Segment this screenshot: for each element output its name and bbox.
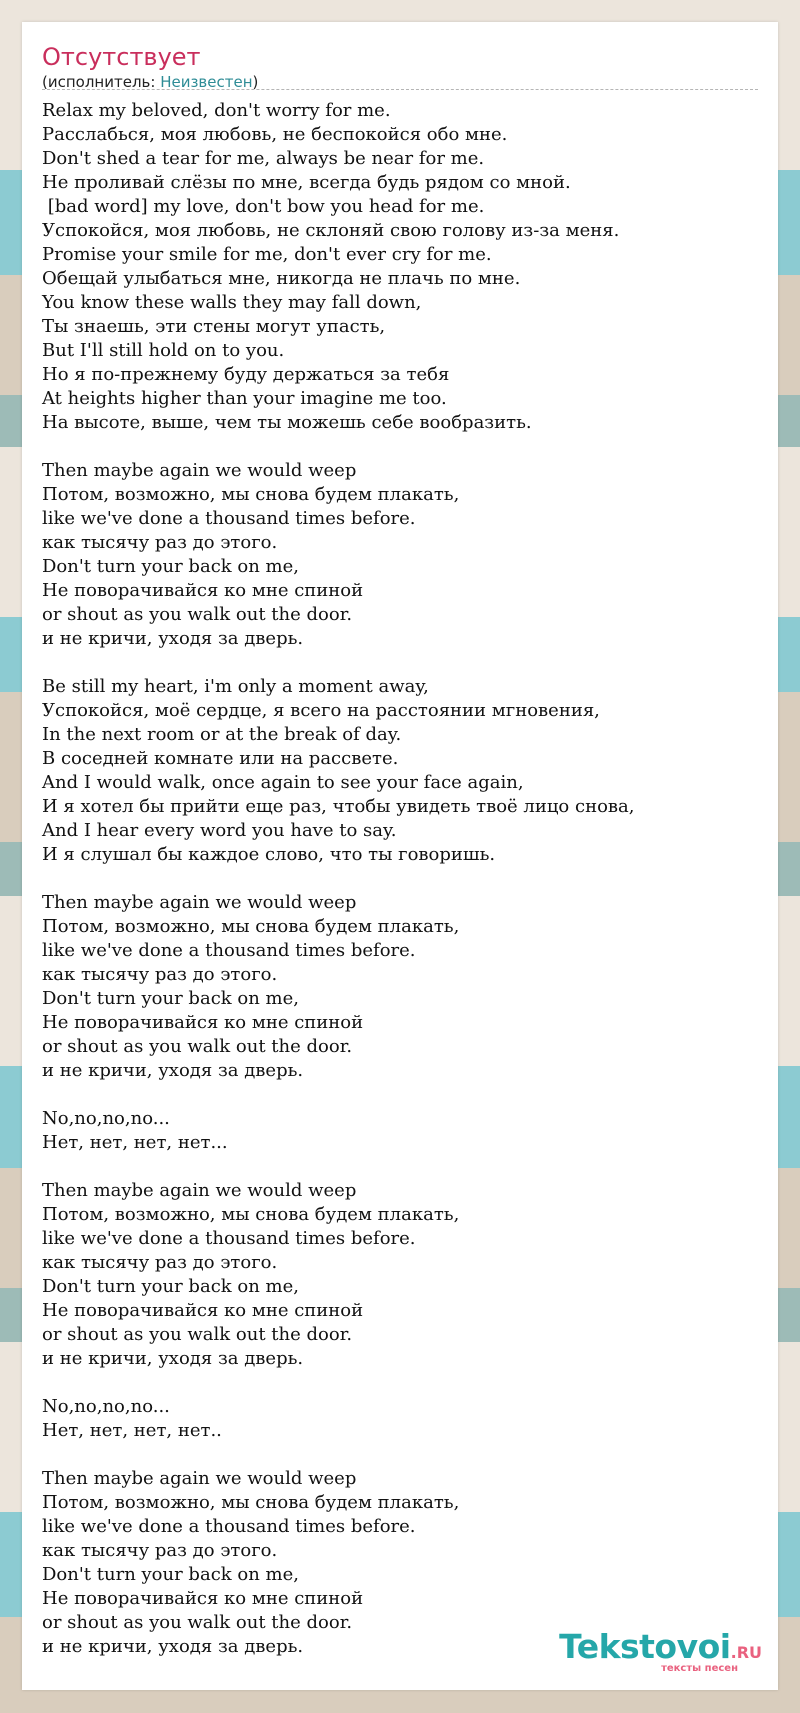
lyric-line: как тысячу раз до этого. (42, 1252, 278, 1273)
lyric-line: И я слушал бы каждое слово, что ты говоришь. (42, 844, 496, 865)
lyric-line: В соседней комнате или на рассвете. (42, 748, 399, 769)
lyric-line: и не кричи, уходя за дверь. (42, 1060, 304, 1081)
lyric-line: На высоте, выше, чем ты можешь себе вообразить. (42, 412, 532, 433)
lyric-line: Не поворачивайся ко мне спиной (42, 580, 364, 601)
lyric-line: Не поворачивайся ко мне спиной (42, 1588, 364, 1609)
lyric-line: Нет, нет, нет, нет.. (42, 1420, 222, 1441)
lyric-line: как тысячу раз до этого. (42, 964, 278, 985)
lyric-line: At heights higher than your imagine me too. (42, 388, 447, 409)
lyric-line: like we've done a thousand times before. (42, 508, 416, 529)
lyric-line: Be still my heart, i'm only a moment away, (42, 676, 429, 697)
lyric-line: Успокойся, моё сердце, я всего на расстоянии мгновения, (42, 700, 600, 721)
lyric-line: Не поворачивайся ко мне спиной (42, 1300, 364, 1321)
lyric-line: Then maybe again we would weep (42, 892, 357, 913)
lyric-line: or shout as you walk out the door. (42, 1612, 353, 1633)
lyric-line: Потом, возможно, мы снова будем плакать, (42, 484, 460, 505)
lyric-line: Потом, возможно, мы снова будем плакать, (42, 1492, 460, 1513)
dashed-divider (42, 89, 758, 90)
lyric-line: Обещай улыбаться мне, никогда не плачь по мне. (42, 268, 521, 289)
lyric-line: You know these walls they may fall down, (42, 292, 422, 313)
lyric-line: [bad word] my love, don't bow you head for me. (42, 196, 485, 217)
lyric-line: Не поворачивайся ко мне спиной (42, 1012, 364, 1033)
lyric-line: и не кричи, уходя за дверь. (42, 1636, 304, 1657)
lyric-line: Then maybe again we would weep (42, 1468, 357, 1489)
lyric-line: Then maybe again we would weep (42, 460, 357, 481)
lyric-line: как тысячу раз до этого. (42, 1540, 278, 1561)
lyric-line (42, 1083, 758, 1107)
lyric-line: Don't turn your back on me, (42, 988, 299, 1009)
lyric-line: Потом, возможно, мы снова будем плакать, (42, 916, 460, 937)
lyric-line: or shout as you walk out the door. (42, 604, 353, 625)
lyric-line: In the next room or at the break of day. (42, 724, 402, 745)
lyric-line: Don't turn your back on me, (42, 1276, 299, 1297)
lyric-line: And I would walk, once again to see your face again, (42, 772, 524, 793)
lyrics-card (22, 22, 778, 1690)
logo-subtitle: тексты песен (661, 1663, 738, 1674)
lyric-line (42, 867, 758, 891)
logo-wordmark: Tekstovoi (559, 1627, 731, 1666)
site-logo[interactable] (559, 1627, 762, 1674)
lyric-line: Нет, нет, нет, нет... (42, 1132, 228, 1153)
lyric-line: And I hear every word you have to say. (42, 820, 397, 841)
lyric-line: Ты знаешь, эти стены могут упасть, (42, 316, 386, 337)
lyric-line: Don't shed a tear for me, always be near for me. (42, 148, 485, 169)
lyric-line (42, 1371, 758, 1395)
artist-link[interactable]: Неизвестен (160, 73, 253, 91)
song-title: Отсутствует (42, 43, 201, 71)
lyric-line: or shout as you walk out the door. (42, 1324, 353, 1345)
lyric-line (42, 1155, 758, 1179)
lyric-line: like we've done a thousand times before. (42, 1516, 416, 1537)
lyric-line: и не кричи, уходя за дверь. (42, 1348, 304, 1369)
artist-suffix: ) (252, 73, 259, 91)
lyric-line: Но я по-прежнему буду держаться за тебя (42, 364, 450, 385)
lyric-line: и не кричи, уходя за дверь. (42, 628, 304, 649)
lyric-line: Don't turn your back on me, (42, 1564, 299, 1585)
lyric-line: И я хотел бы прийти еще раз, чтобы увидеть твоё лицо снова, (42, 796, 635, 817)
lyric-line: как тысячу раз до этого. (42, 532, 278, 553)
lyric-line: Relax my beloved, don't worry for me. (42, 100, 391, 121)
lyric-line: Don't turn your back on me, (42, 556, 299, 577)
lyric-line: Promise your smile for me, don't ever cry for me. (42, 244, 492, 265)
lyric-line (42, 651, 758, 675)
artist-prefix: (исполнитель: (42, 73, 161, 91)
lyric-line: like we've done a thousand times before. (42, 1228, 416, 1249)
lyric-line: No,no,no,no... (42, 1108, 170, 1129)
lyric-line: Не проливай слёзы по мне, всегда будь рядом со мной. (42, 172, 571, 193)
lyric-line: Успокойся, моя любовь, не склоняй свою голову из-за меня. (42, 220, 620, 241)
logo-tld: .RU (730, 1643, 762, 1662)
lyric-line: or shout as you walk out the door. (42, 1036, 353, 1057)
lyric-line: like we've done a thousand times before. (42, 940, 416, 961)
lyric-line: But I'll still hold on to you. (42, 340, 285, 361)
lyric-line: Then maybe again we would weep (42, 1180, 357, 1201)
lyric-line (42, 1443, 758, 1467)
lyric-line: Потом, возможно, мы снова будем плакать, (42, 1204, 460, 1225)
lyric-line (42, 435, 758, 459)
lyric-line: Расслабься, моя любовь, не беспокойся обо мне. (42, 124, 508, 145)
lyric-line: No,no,no,no... (42, 1396, 170, 1417)
lyrics-text (42, 99, 758, 1659)
